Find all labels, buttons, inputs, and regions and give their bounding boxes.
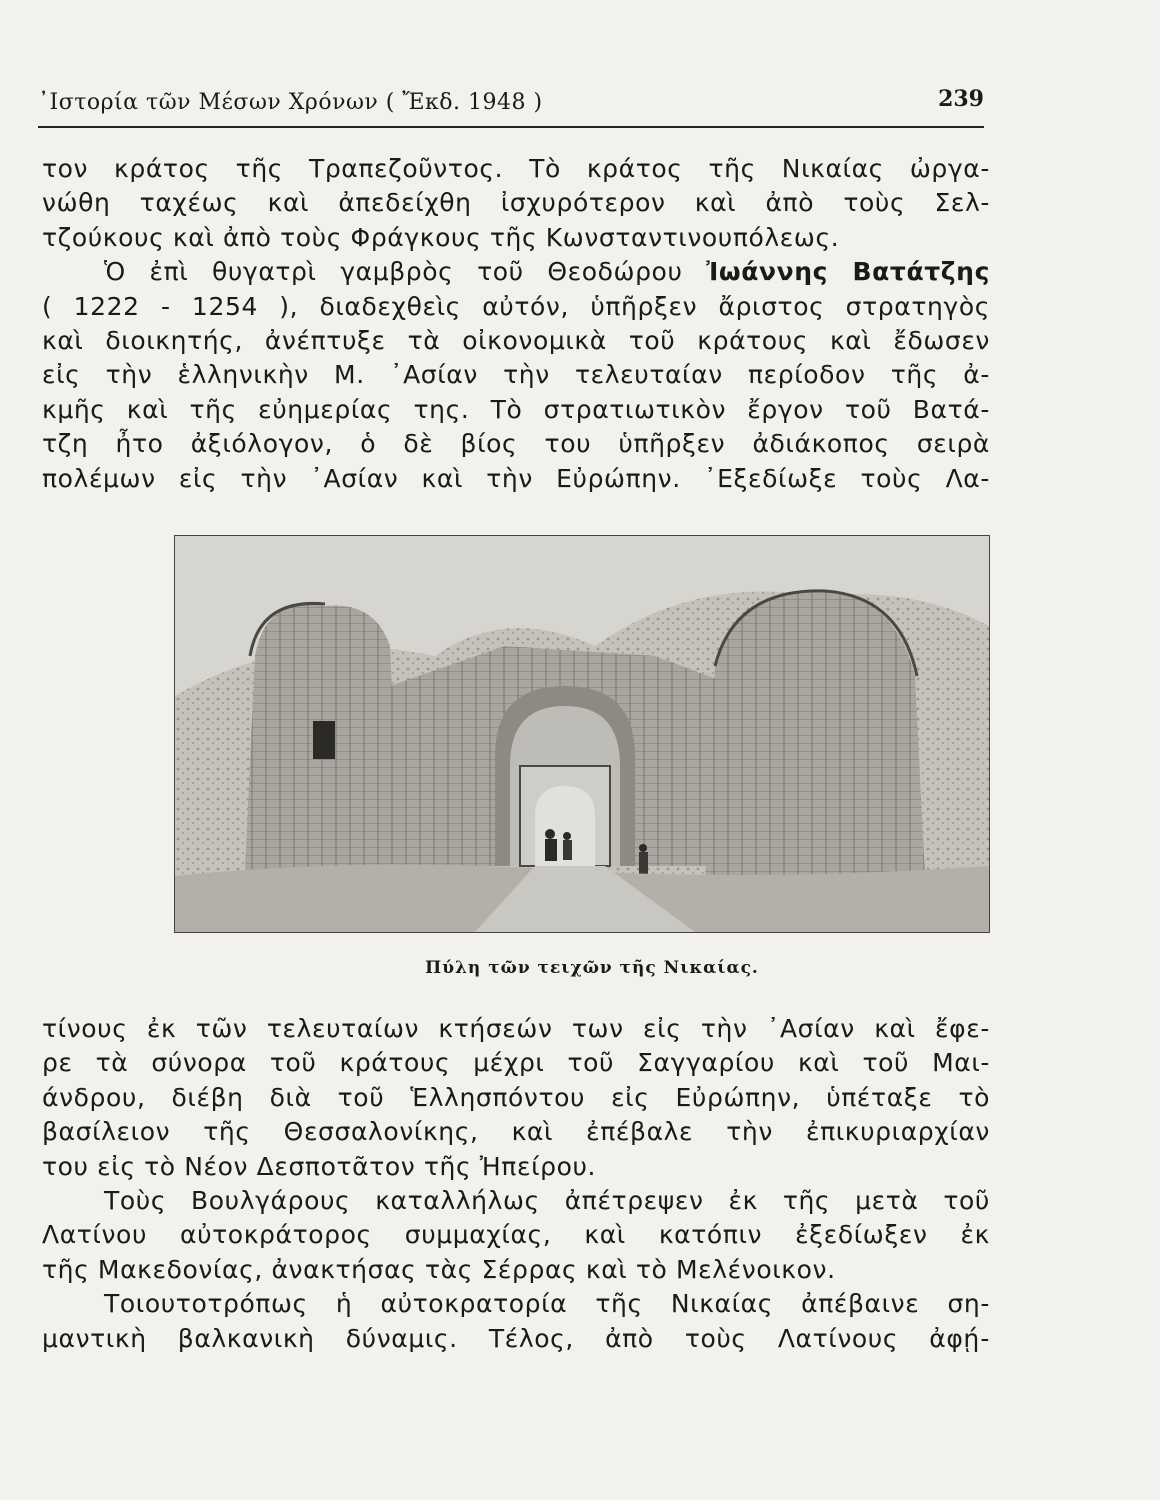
header-title: ᾽Ιστορία τῶν Μέσων Χρόνων ( Ἔκδ. 1948 ) <box>38 90 543 115</box>
text-line: του εἰς τὸ Νέον Δεσποτᾶτον τῆς Ἠπείρου. <box>42 1151 597 1181</box>
text-line <box>42 255 990 289</box>
text-block-bottom <box>42 1012 990 1356</box>
text-line: τζούκους καὶ ἀπὸ τοὺς Φράγκους τῆς Κωνσταντινουπόλεως. <box>42 222 840 252</box>
gate-illustration-icon <box>175 536 989 932</box>
text-line: νώθη ταχέως καὶ ἀπεδείχθη ἰσχυρότερον καὶ ἀπὸ τοὺς Σελ- <box>42 188 990 218</box>
text-line: πολέμων εἰς τὴν ᾽Ασίαν καὶ τὴν Εὐρώπην. ᾽Εξεδίωξε τοὺς Λα- <box>42 463 990 493</box>
text-line: ( 1222 - 1254 ), διαδεχθεὶς αὐτόν, ὑπῆρξεν ἄριστος στρατηγὸς <box>42 291 990 321</box>
text-line: Τοὺς Βουλγάρους καταλλήλως ἀπέτρεψεν ἐκ τῆς μετὰ τοῦ <box>104 1185 990 1215</box>
text-line: μαντικὴ βαλκανικὴ δύναμις. Τέλος, ἀπὸ τοὺς Λατίνους ἀφῄ- <box>42 1323 990 1353</box>
text-line: ρε τὰ σύνορα τοῦ κράτους μέχρι τοῦ Σαγγαρίου καὶ τοῦ Μαι- <box>42 1048 990 1078</box>
text-line: Τοιουτοτρόπως ἡ αὐτοκρατορία τῆς Νικαίας ἀπέβαινε ση- <box>104 1289 990 1319</box>
text-line: Λατίνου αὐτοκράτορος συμμαχίας, καὶ κατόπιν ἐξεδίωξεν ἐκ <box>42 1220 990 1250</box>
text-line: τον κράτος τῆς Τραπεζοῦντος. Τὸ κράτος τῆς Νικαίας ὠργα- <box>42 154 990 183</box>
page-number: 239 <box>938 86 984 112</box>
running-header <box>38 86 984 128</box>
text-run: Ὁ ἐπὶ θυγατρὶ γαμβρὸς τοῦ Θεοδώρου <box>104 257 683 287</box>
text-line: τῆς Μακεδονίας, ἀνακτήσας τὰς Σέρρας καὶ τὸ Μελένοικον. <box>42 1254 836 1284</box>
text-line: βασίλειον τῆς Θεσσαλονίκης, καὶ ἐπέβαλε τὴν ἐπικυριαρχίαν <box>42 1117 990 1147</box>
text-line: κμῆς καὶ τῆς εὐημερίας της. Τὸ στρατιωτικὸν ἔργον τοῦ Βατά- <box>42 394 990 424</box>
text-line: τζη ἦτο ἀξιόλογον, ὁ δὲ βίος του ὑπῆρξεν ἀδιάκοπος σειρὰ <box>42 429 990 459</box>
figure-caption: Πύλη τῶν τειχῶν τῆς Νικαίας. <box>425 958 759 978</box>
text-line: εἰς τὴν ἑλληνικὴν Μ. ᾽Ασίαν τὴν τελευταίαν περίοδον τῆς ἀ- <box>42 360 990 390</box>
text-line: τίνους ἐκ τῶν τελευταίων κτήσεών των εἰς τὴν ᾽Ασίαν καὶ ἔφε- <box>42 1014 990 1043</box>
text-line: άνδρου, διέβη διὰ τοῦ Ἑλλησπόντου εἰς Εὐρώπην, ὑπέταξε τὸ <box>42 1082 990 1112</box>
text-block-top <box>42 152 990 496</box>
emphasized-name: Ἰωάννης Βατάτζης <box>706 257 990 287</box>
text-line: καὶ διοικητής, ἀνέπτυξε τὰ οἰκονομικὰ τοῦ κράτους καὶ ἔδωσεν <box>42 325 990 355</box>
figure-gate-illustration <box>174 535 990 933</box>
